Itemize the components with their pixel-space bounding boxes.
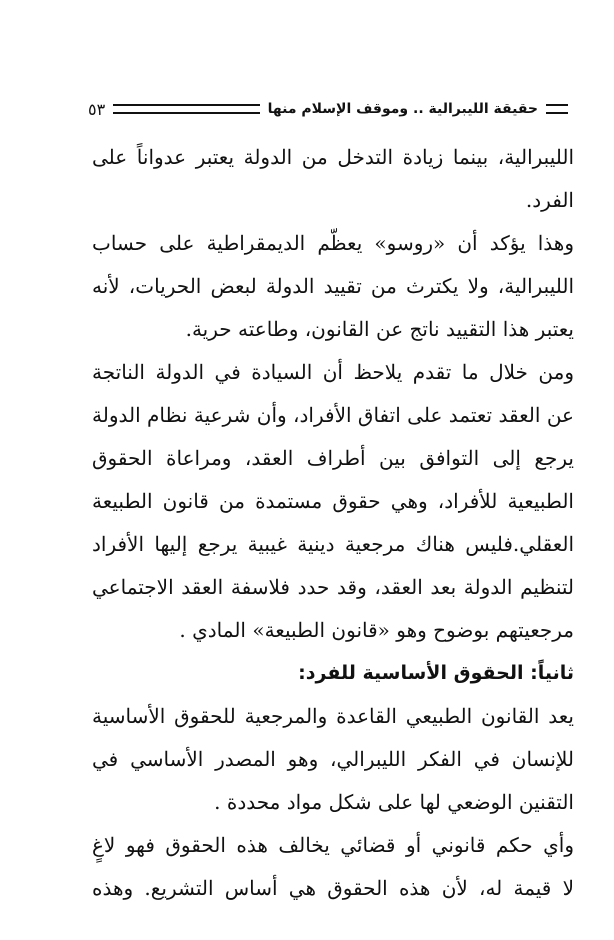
text-line: لا قيمة له، لأن هذه الحقوق هي أساس التشريع. وهذه bbox=[92, 876, 574, 900]
text-line: الليبرالية، ولا يكترث من تقييد الدولة لبعض الحريات، لأنه bbox=[92, 274, 574, 298]
page-body bbox=[92, 136, 574, 910]
header-rule-right bbox=[546, 104, 568, 114]
page-number: ٥٣ bbox=[88, 99, 106, 119]
text-line: الفرد. bbox=[525, 188, 574, 212]
text-line: الطبيعية للأفراد، وهي حقوق مستمدة من قانون الطبيعة bbox=[92, 489, 574, 513]
text-line: العقلي.فليس هناك مرجعية دينية غيبية يرجع إليها الأفراد bbox=[92, 532, 575, 556]
text-line: التقنين الوضعي لها على شكل مواد محددة . bbox=[214, 790, 574, 814]
text-line: يعد القانون الطبيعي القاعدة والمرجعية للحقوق الأساسية bbox=[92, 704, 574, 728]
text-line: وهذا يؤكد أن «روسو» يعظّم الديمقراطية على حساب bbox=[92, 231, 574, 255]
text-line: وأي حكم قانوني أو قضائي يخالف هذه الحقوق فهو لاغٍ bbox=[92, 833, 574, 857]
text-line: مرجعيتهم بوضوح وهو «قانون الطبيعة» المادي . bbox=[179, 618, 574, 642]
text-line: يرجع إلى التوافق بين أطراف العقد، ومراعاة الحقوق bbox=[92, 446, 574, 470]
text-line: لتنظيم الدولة بعد العقد، وقد حدد فلاسفة العقد الاجتماعي bbox=[92, 575, 574, 599]
running-title: حقيقة الليبرالية .. وموقف الإسلام منها bbox=[267, 101, 538, 117]
header-rule-left bbox=[113, 104, 259, 114]
text-line: ومن خلال ما تقدم يلاحظ أن السيادة في الدولة الناتجة bbox=[92, 360, 574, 384]
text-line: يعتبر هذا التقييد ناتج عن القانون، وطاعته حرية. bbox=[185, 317, 574, 341]
text-line: الليبرالية، بينما زيادة التدخل من الدولة يعتبر عدواناً على bbox=[92, 145, 574, 169]
running-header bbox=[88, 96, 568, 122]
text-line: للإنسان في الفكر الليبرالي، وهو المصدر الأساسي في bbox=[92, 747, 574, 771]
text-line: عن العقد تعتمد على اتفاق الأفراد، وأن شرعية نظام الدولة bbox=[92, 403, 574, 427]
section-heading: ثانياً: الحقوق الأساسية للفرد: bbox=[298, 662, 574, 684]
